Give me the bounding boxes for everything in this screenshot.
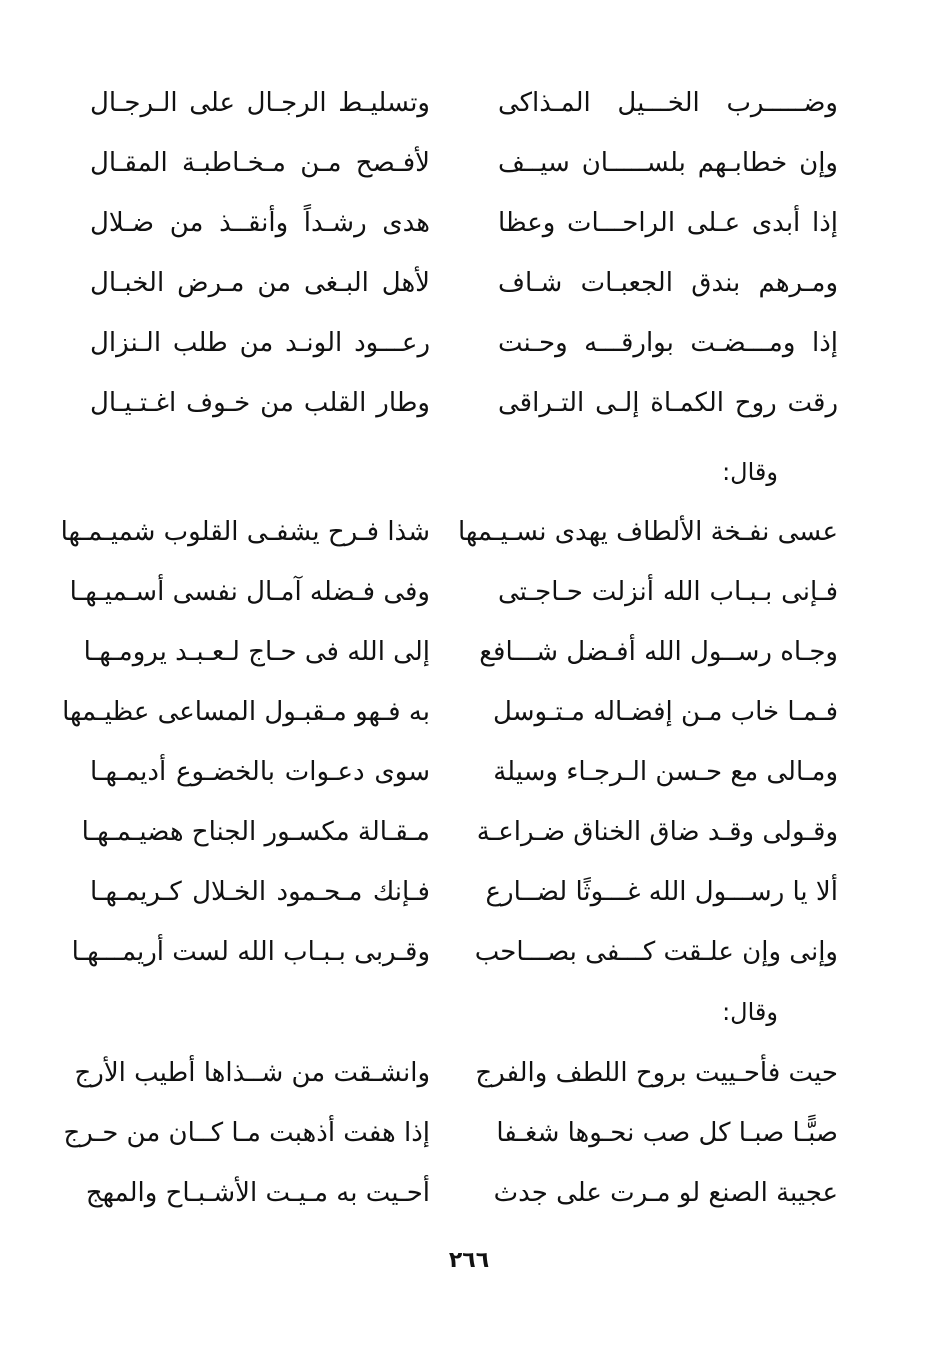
verse-first-hemistich: وقـولى وقـد ضاق الخناق ضـراعـة (476, 817, 838, 847)
verse-first-hemistich: عجيبة الصنع لو مـرت على جدث (493, 1178, 838, 1208)
verse-second-hemistich: هدى رشـداً وأنقــذ من ضـلال (90, 208, 430, 238)
verse-first-hemistich: وجـاه رســول الله أفـضل شـــافع (479, 637, 838, 667)
verse-line (0, 682, 938, 742)
verse-line (0, 1043, 938, 1103)
verse-first-hemistich: إذا ومـــضـت بوارقـــه وحـنت (498, 328, 838, 358)
verse-line (0, 373, 938, 433)
verse-line (0, 562, 938, 622)
verse-line (0, 133, 938, 193)
verse-second-hemistich: مـقـالة مكسـور الجناح هضيـمـهـا (81, 817, 430, 847)
verse-line (0, 742, 938, 802)
verse-first-hemistich: صبًّـا صبـا كل صب نحـوها شغـفا (496, 1118, 838, 1148)
poem-stanza-2 (0, 502, 938, 982)
verse-line (0, 862, 938, 922)
verse-second-hemistich: فـإنك مـحـمود الخـلال كـريمـهـا (90, 877, 430, 907)
verse-first-hemistich: ألا يا رســـول الله غـــوثًا لضــارع (485, 877, 838, 907)
verse-line (0, 73, 938, 133)
verse-second-hemistich: لأفـصح مـن مـخـاطبـة المقـال (90, 148, 430, 178)
verse-first-hemistich: ومـالى مع حـسن الـرجـاء وسيلة (493, 757, 838, 787)
verse-first-hemistich: ومـرهم بندق الجعبـات شـاف (498, 268, 838, 298)
verse-second-hemistich: وانشـقت من شــذاها أطيب الأرج (74, 1058, 430, 1088)
verse-second-hemistich: شذا فـرح يشفـى القلوب شميـمـها (60, 517, 430, 547)
verse-second-hemistich: إلى الله فى حـاج لـعـبـد يرومـهـا (83, 637, 430, 667)
verse-second-hemistich: سوى دعـوات بالخضـوع أديمـهـا (90, 757, 430, 787)
verse-second-hemistich: وفى فـضله آمـال نفسى أسـميـهـا (69, 577, 430, 607)
verse-line (0, 802, 938, 862)
verse-line (0, 922, 938, 982)
verse-second-hemistich: به فـهو مـقبـول المساعى عظيـمها (62, 697, 430, 727)
poem-stanza-3 (0, 1043, 938, 1223)
verse-line (0, 502, 938, 562)
verse-second-hemistich: إذا هفت أذهبت مـا كــان من حـرج (63, 1118, 430, 1148)
page-number: ٢٦٦ (448, 1248, 490, 1273)
verse-first-hemistich: رقت روح الكمـاة إلـى التـراقى (498, 388, 838, 418)
verse-line (0, 253, 938, 313)
poem-intro-heading: وقال: (722, 998, 778, 1026)
verse-second-hemistich: وطار القلب من خـوف اغـتـيـال (90, 388, 430, 418)
verse-second-hemistich: لأهل البـغى من مـرض الخبـال (90, 268, 430, 298)
verse-first-hemistich: حيت فأحـييت بروح اللطف والفرج (475, 1058, 838, 1088)
verse-first-hemistich: وضـــــرب الخـــيل المـذاكى (498, 88, 838, 118)
verse-second-hemistich: رعـــود الونـد من طلب الـنزال (90, 328, 430, 358)
verse-line (0, 193, 938, 253)
verse-first-hemistich: فـإنى بـبـاب الله أنزلت حـاجـتى (498, 577, 838, 607)
poem-stanza-1 (0, 73, 938, 433)
verse-second-hemistich: أحـيت به مـيـت الأشـبـاح والمهج (85, 1178, 430, 1208)
verse-line (0, 1103, 938, 1163)
poem-intro-heading: وقال: (722, 458, 778, 486)
verse-first-hemistich: فـمـا خاب مـن إفضـاله مـتـوسل (493, 697, 838, 727)
verse-first-hemistich: وإن خطابـهم بلســـــان سيــف (498, 148, 838, 178)
verse-first-hemistich: إذا أبدى عـلى الراحـــات وعظا (498, 208, 838, 238)
verse-second-hemistich: وقـربى بـبـاب الله لست أريمـــهـا (71, 937, 430, 967)
verse-first-hemistich: وإنى وإن علـقت كـــفى بصـــاحب (474, 937, 838, 967)
verse-line (0, 313, 938, 373)
verse-line (0, 1163, 938, 1223)
verse-first-hemistich: عسى نفـخة الألطاف يهدى نسـيـمها (457, 517, 838, 547)
verse-second-hemistich: وتسليـط الرجـال على الـرجـال (90, 88, 430, 118)
verse-line (0, 622, 938, 682)
